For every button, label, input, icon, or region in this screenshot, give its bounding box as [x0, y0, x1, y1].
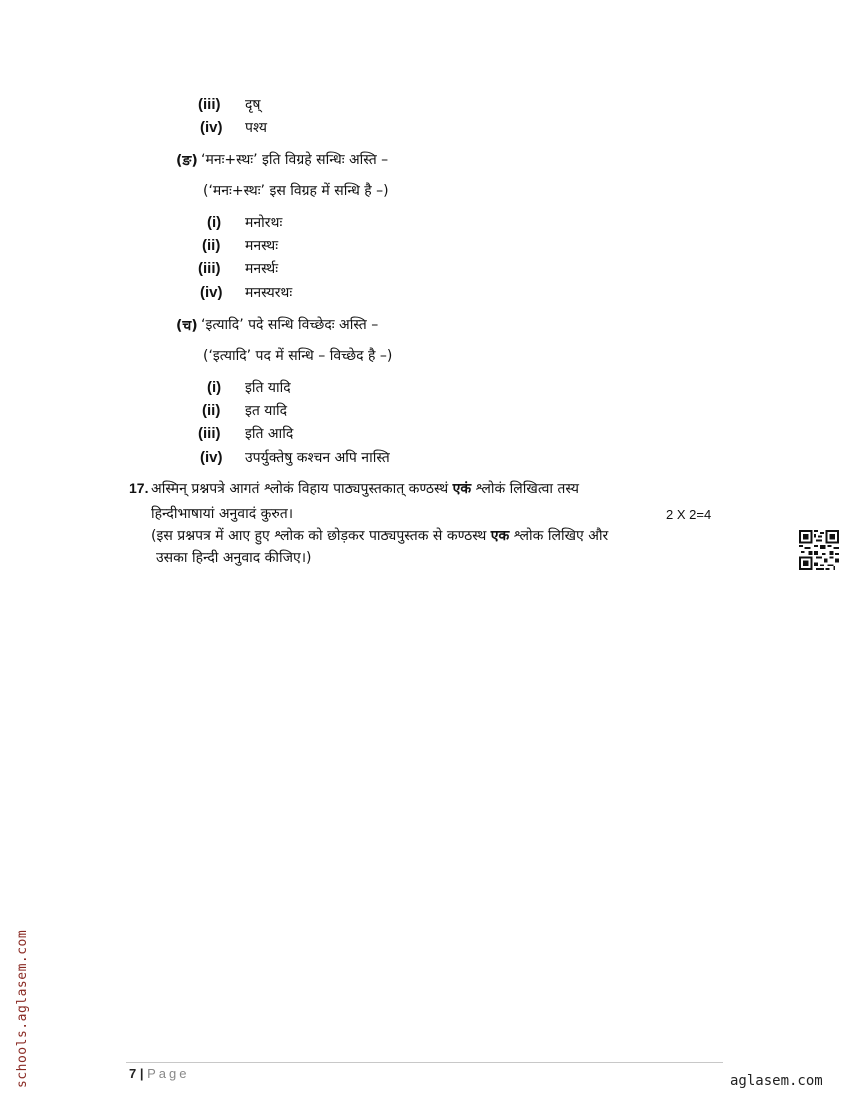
subquestion-text: ‘मनः+स्थः’ इति विग्रहे सन्धिः अस्ति – [201, 152, 389, 168]
subquestion-text: ‘इत्यादि’ पदे सन्धि विच्छेदः अस्ति – [201, 317, 379, 333]
option-text: उपर्युक्तेषु कश्चन अपि नास्ति [245, 450, 390, 466]
footer-divider [126, 1062, 723, 1063]
option-label: (ii) [202, 237, 221, 254]
subquestion-label: (ङ) [176, 153, 198, 169]
option-label: (iii) [198, 96, 221, 113]
option-label: (iv) [200, 284, 223, 301]
option-text: मनर्स्थः [245, 261, 279, 277]
option-text: दृष् [245, 97, 261, 113]
option-label: (iii) [198, 425, 221, 442]
page-word: Page [147, 1066, 190, 1081]
option-text: इति आदि [245, 426, 294, 442]
question-number: 17. [129, 480, 149, 496]
subquestion-hindi: (‘मनः+स्थः’ इस विग्रह में सन्धि है –) [203, 183, 389, 199]
option-label: (i) [207, 214, 222, 231]
option-label: (iv) [200, 449, 223, 466]
vertical-watermark: schools.aglasem.com [15, 929, 30, 1088]
option-label: (ii) [202, 402, 221, 419]
question-hindi: (इस प्रश्नपत्र में आए हुए श्लोक को छोड़कर पाठ्यपुस्तक से कण्ठस्थ एक श्लोक लिखिए और [151, 528, 609, 544]
marks-allocation: 2 X 2=4 [666, 507, 712, 522]
option-text: मनस्यरथः [245, 285, 293, 301]
question-hindi-line2: उसका हिन्दी अनुवाद कीजिए।) [156, 550, 312, 566]
option-text: मनस्थः [245, 238, 279, 254]
page-footer [129, 1066, 190, 1081]
option-text: इत यादि [245, 403, 288, 419]
subquestion-hindi: (‘इत्यादि’ पद में सन्धि – विच्छेद है –) [203, 348, 393, 364]
question-text: अस्मिन् प्रश्नपत्रे आगतं श्लोकं विहाय पाठ्यपुस्तकात् कण्ठस्थं एकं श्लोकं लिखित्वा तस्य [151, 481, 579, 497]
subquestion-label: (च) [176, 318, 198, 334]
option-label: (iv) [200, 119, 223, 136]
option-text: इति यादि [245, 380, 291, 396]
page-number: 7 [129, 1066, 137, 1081]
page-separator: | [139, 1066, 144, 1081]
option-label: (iii) [198, 260, 221, 277]
option-text: मनोरथः [245, 215, 283, 231]
qr-code-icon [799, 530, 839, 570]
option-label: (i) [207, 379, 222, 396]
brand-footer: aglasem.com [730, 1073, 823, 1089]
option-text: पश्य [245, 120, 268, 136]
question-text-line2: हिन्दीभाषायां अनुवादं कुरुत। [151, 506, 293, 522]
